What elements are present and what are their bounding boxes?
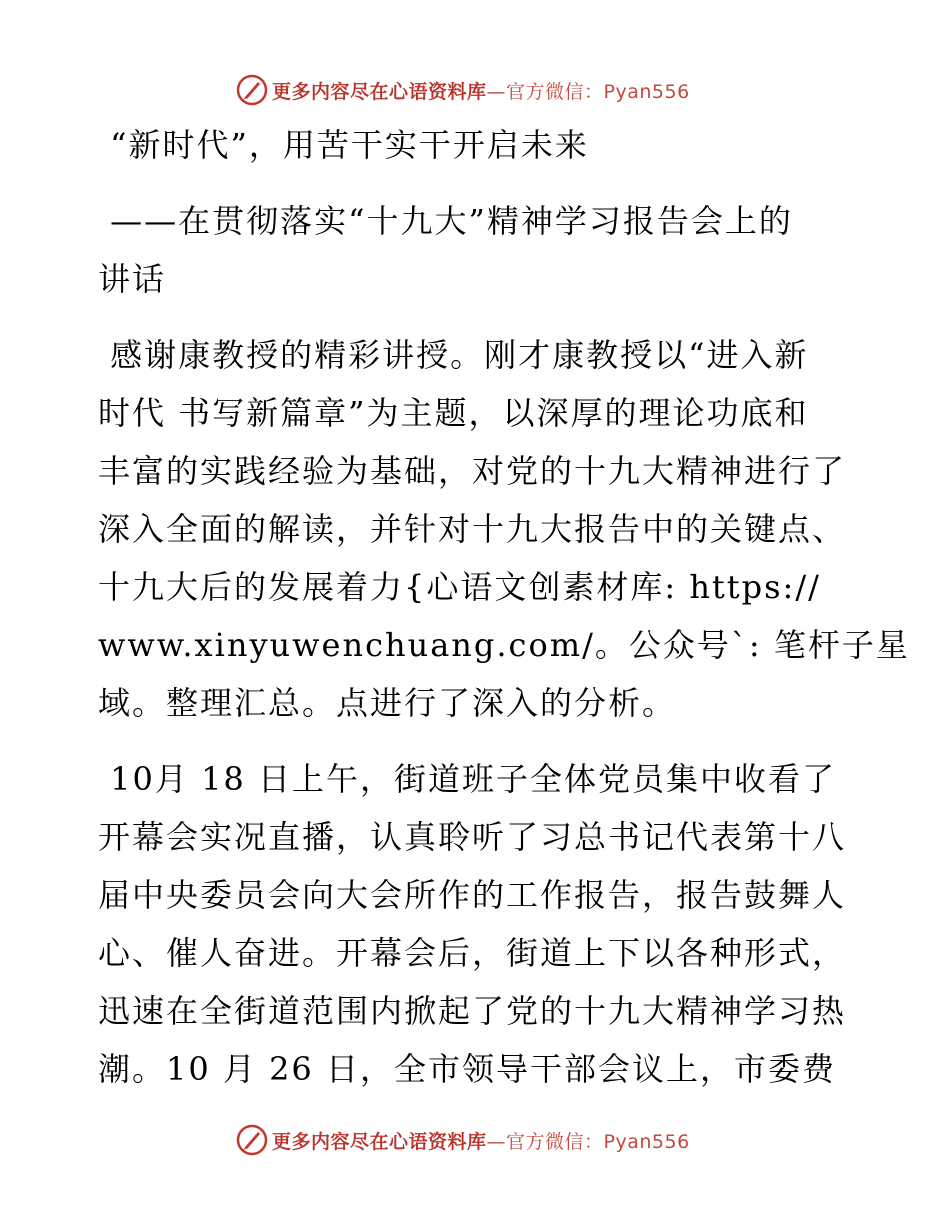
paragraph-2-line: 心、催人奋进。开幕会后，街道上下以各种形式， [98,934,847,972]
paragraph-2-line: 10月 18 日上午，街道班子全体党员集中收看了 [98,760,836,798]
watermark-main-text: 更多内容尽在心语资料库 [272,1130,487,1153]
paragraph-2-line: 届中央委员会向大会所作的工作报告，报告鼓舞人 [98,876,847,914]
quill-logo-icon [236,1124,268,1156]
watermark-sub-text: —官方微信：Pyan556 [486,1130,690,1153]
document-subtitle-line: ——在贯彻落实“十九大”精神学习报告会上的 [98,202,793,240]
watermark-sub-text: —官方微信：Pyan556 [486,80,690,103]
watermark-footer [236,1122,690,1158]
paragraph-1-line: www.xinyuwenchuang.com/。公众号`: 笔杆子星 [98,626,910,664]
quill-logo-icon [236,74,268,106]
document-subtitle-line: 讲话 [98,260,167,298]
paragraph-1-line: 十九大后的发展着力{心语文创素材库: https:// [98,568,821,606]
paragraph-1-line: 时代 书写新篇章”为主题，以深厚的理论功底和 [98,394,809,432]
watermark-header [236,72,690,108]
paragraph-1-line: 深入全面的解读，并针对十九大报告中的关键点、 [98,510,847,548]
watermark-main-text: 更多内容尽在心语资料库 [272,80,487,103]
paragraph-1-line: 丰富的实践经验为基础，对党的十九大精神进行了 [98,452,847,490]
paragraph-2-line: 潮。10 月 26 日，全市领导干部会议上，市委费 [98,1050,836,1088]
paragraph-1-line: 感谢康教授的精彩讲授。刚才康教授以“进入新 [98,336,809,374]
document-title: “新时代”，用苦干实干开启未来 [98,126,589,164]
paragraph-2-line: 迅速在全街道范围内掀起了党的十九大精神学习热 [98,992,847,1030]
paragraph-2-line: 开幕会实况直播，认真聆听了习总书记代表第十八 [98,818,847,856]
paragraph-1-line: 域。整理汇总。点进行了深入的分析。 [98,684,677,722]
